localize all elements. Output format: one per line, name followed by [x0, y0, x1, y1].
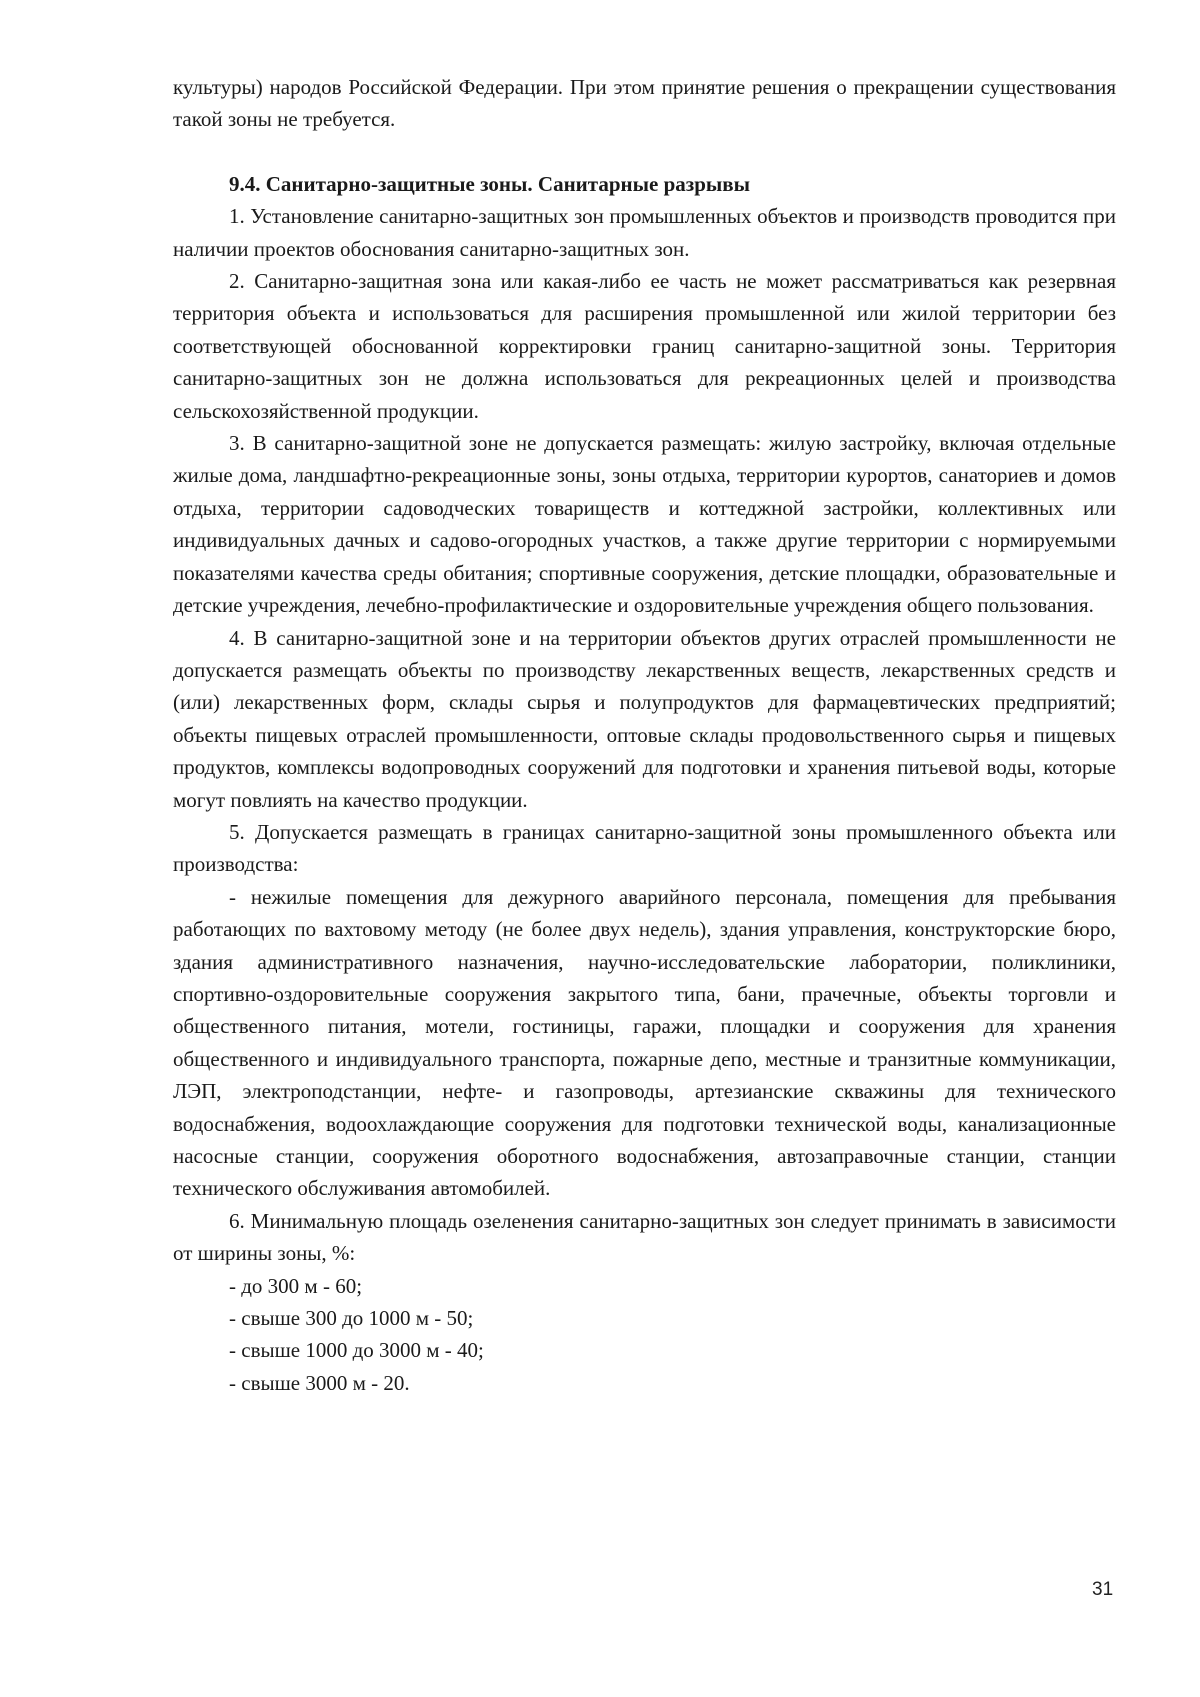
paragraph-6: 6. Минимальную площадь озеленения санитарно-защитных зон следует принимать в зависимости от ширины зоны, %:	[173, 1208, 1116, 1266]
list-item: - до 300 м - 60;	[229, 1273, 363, 1298]
section-heading: 9.4. Санитарно-защитные зоны. Санитарные разрывы	[229, 171, 751, 196]
document-page	[173, 71, 1116, 1399]
paragraph-5: 5. Допускается размещать в границах санитарно-защитной зоны промышленного объекта или производства:	[173, 819, 1116, 877]
list-item: - свыше 300 до 1000 м - 50;	[229, 1306, 474, 1331]
intro-paragraph: культуры) народов Российской Федерации. При этом принятие решения о прекращении существования такой зоны не требуется.	[173, 75, 1116, 132]
paragraph-2: 2. Санитарно-защитная зона или какая-либо ее часть не может рассматриваться как резервная территория объекта и использоваться для расширения промышленной или жилой территории без соответствующей обоснованной корректировки границ санитарно-защитной зоны. Территория санитарно-защитных зон не должна использоваться для рекреационных целей и производства сельскохозяйственной продукции.	[173, 269, 1116, 423]
paragraph-4: 4. В санитарно-защитной зоне и на территории объектов других отраслей промышленности не допускается размещать объекты по производству лекарственных веществ, лекарственных средств и (или) лекарственных форм, склады сырья и полупродуктов для фармацевтических предприятий; объекты пищевых отраслей промышленности, оптовые склады продовольственного сырья и пищевых продуктов, комплексы водопроводных сооружений для подготовки и хранения питьевой воды, которые могут повлиять на качество продукции.	[173, 625, 1116, 812]
paragraph-5-allowed-list: - нежилые помещения для дежурного аварийного персонала, помещения для пребывания работающих по вахтовому методу (не более двух недель), здания управления, конструкторские бюро, здания административного назначения, научно-исследовательские лаборатории, поликлиники, спортивно-оздоровительные сооружения закрытого типа, бани, прачечные, объекты торговли и общественного питания, мотели, гостиницы, гаражи, площадки и сооружения для хранения общественного и индивидуального транспорта, пожарные депо, местные и транзитные коммуникации, ЛЭП, электроподстанции, нефте- и газопроводы, артезианские скважины для технического водоснабжения, водоохлаждающие сооружения для подготовки технической воды, канализационные насосные станции, сооружения оборотного водоснабжения, автозаправочные станции, станции технического обслуживания автомобилей.	[173, 884, 1116, 1201]
list-item: - свыше 1000 до 3000 м - 40;	[229, 1338, 484, 1363]
paragraph-3: 3. В санитарно-защитной зоне не допускается размещать: жилую застройку, включая отдельные жилые дома, ландшафтно-рекреационные зоны, зоны отдыха, территории курортов, санаториев и домов отдыха, территории садоводческих товариществ и коттеджной застройки, коллективных или индивидуальных дачных и садово-огородных участков, а также другие территории с нормируемыми показателями качества среды обитания; спортивные сооружения, детские площадки, образовательные и детские учреждения, лечебно-профилактические и оздоровительные учреждения общего пользования.	[173, 431, 1116, 618]
paragraph-1: 1. Установление санитарно-защитных зон промышленных объектов и производств проводится при наличии проектов обоснования санитарно-защитных зон.	[173, 204, 1116, 261]
list-item: - свыше 3000 м - 20.	[229, 1370, 410, 1395]
page-number: 31	[1092, 1579, 1114, 1600]
